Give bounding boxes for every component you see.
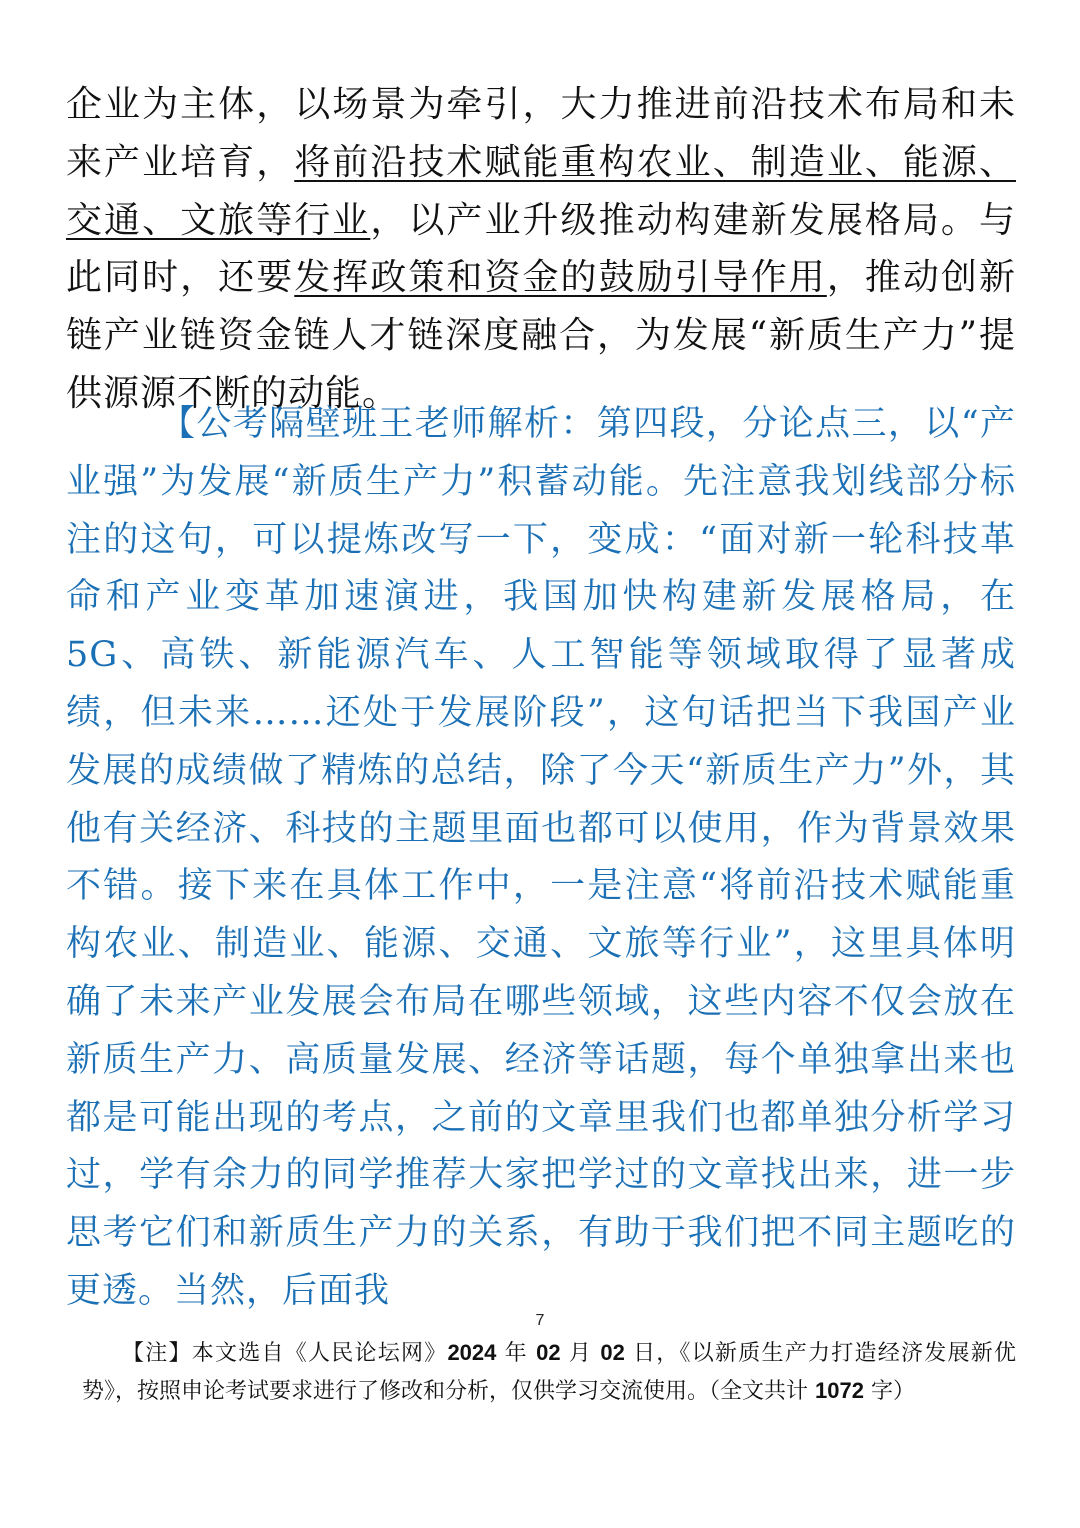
footnote-text-5: 字） [863,1379,915,1404]
footnote-text-2: 年 [496,1341,537,1366]
footnote-year: 2024 [447,1340,497,1365]
footnote-text-1: 【注】本文选自《人民论坛网》 [122,1341,448,1366]
footnote-text-4: 日，《以新质生产力打造经济发展新优势》，按照申论考试要求进行了修改和分析，仅供学习交流使用。（全文共计 [82,1341,1016,1404]
body-paragraph [66,76,1016,423]
footnote-month: 02 [536,1340,561,1365]
body-text-2: ，以产业升级推动构建新发展格局。与此同时，还要 [66,199,1016,299]
footnote-day: 02 [600,1340,625,1365]
analysis-paragraph: 【公考隔壁班王老师解析：第四段，分论点三，以“产业强”为发展“新质生产力”积蓄动能。先注意我划线部分标注的这句，可以提炼改写一下，变成：“面对新一轮科技革命和产业变革加速演进，我国加快构建新发展格局，在 5G、高铁、新能源汽车、人工智能等领域取得了显著成绩，但未来……还处于发展阶段”，这句话把当下我国产业发展的成绩做了精炼的总结，除了今天“新质生产力”外，其他有关经济、科技的主题里面也都可以使用，作为背景效果不错。接下来在具体工作中，一是注意“将前沿技术赋能重构农业、制造业、能源、交通、文旅等行业”，这里具体明确了未来产业发展会布局在哪些领域，这些内容不仅会放在新质生产力、高质量发展、经济等话题，每个单独拿出来也都是可能出现的考点，之前的文章里我们也都单独分析学习过，学有余力的同学推荐大家把学过的文章找出来，进一步思考它们和新质生产力的关系，有助于我们把不同主题吃的更透。当然，后面我 [66,404,1016,1311]
underlined-text-industries: 将前沿技术赋能重构农业、制造业、能源、交通、文旅等行业 [66,141,1016,241]
body-text-3: ，推动创新链产业链资金链人才链深度融合，为发展“新质生产力”提供源源不断的动能。 [66,257,1016,414]
footnote-word-count: 1072 [815,1378,864,1403]
body-text-1: 企业为主体，以场景为牵引，大力推进前沿技术布局和未来产业培育， [66,84,1016,183]
underlined-text-policy: 发挥政策和资金的鼓励引导作用 [294,257,827,299]
page-number: 7 [535,1312,545,1329]
footnote [82,1334,1016,1410]
footnote-text-3: 月 [560,1341,601,1366]
